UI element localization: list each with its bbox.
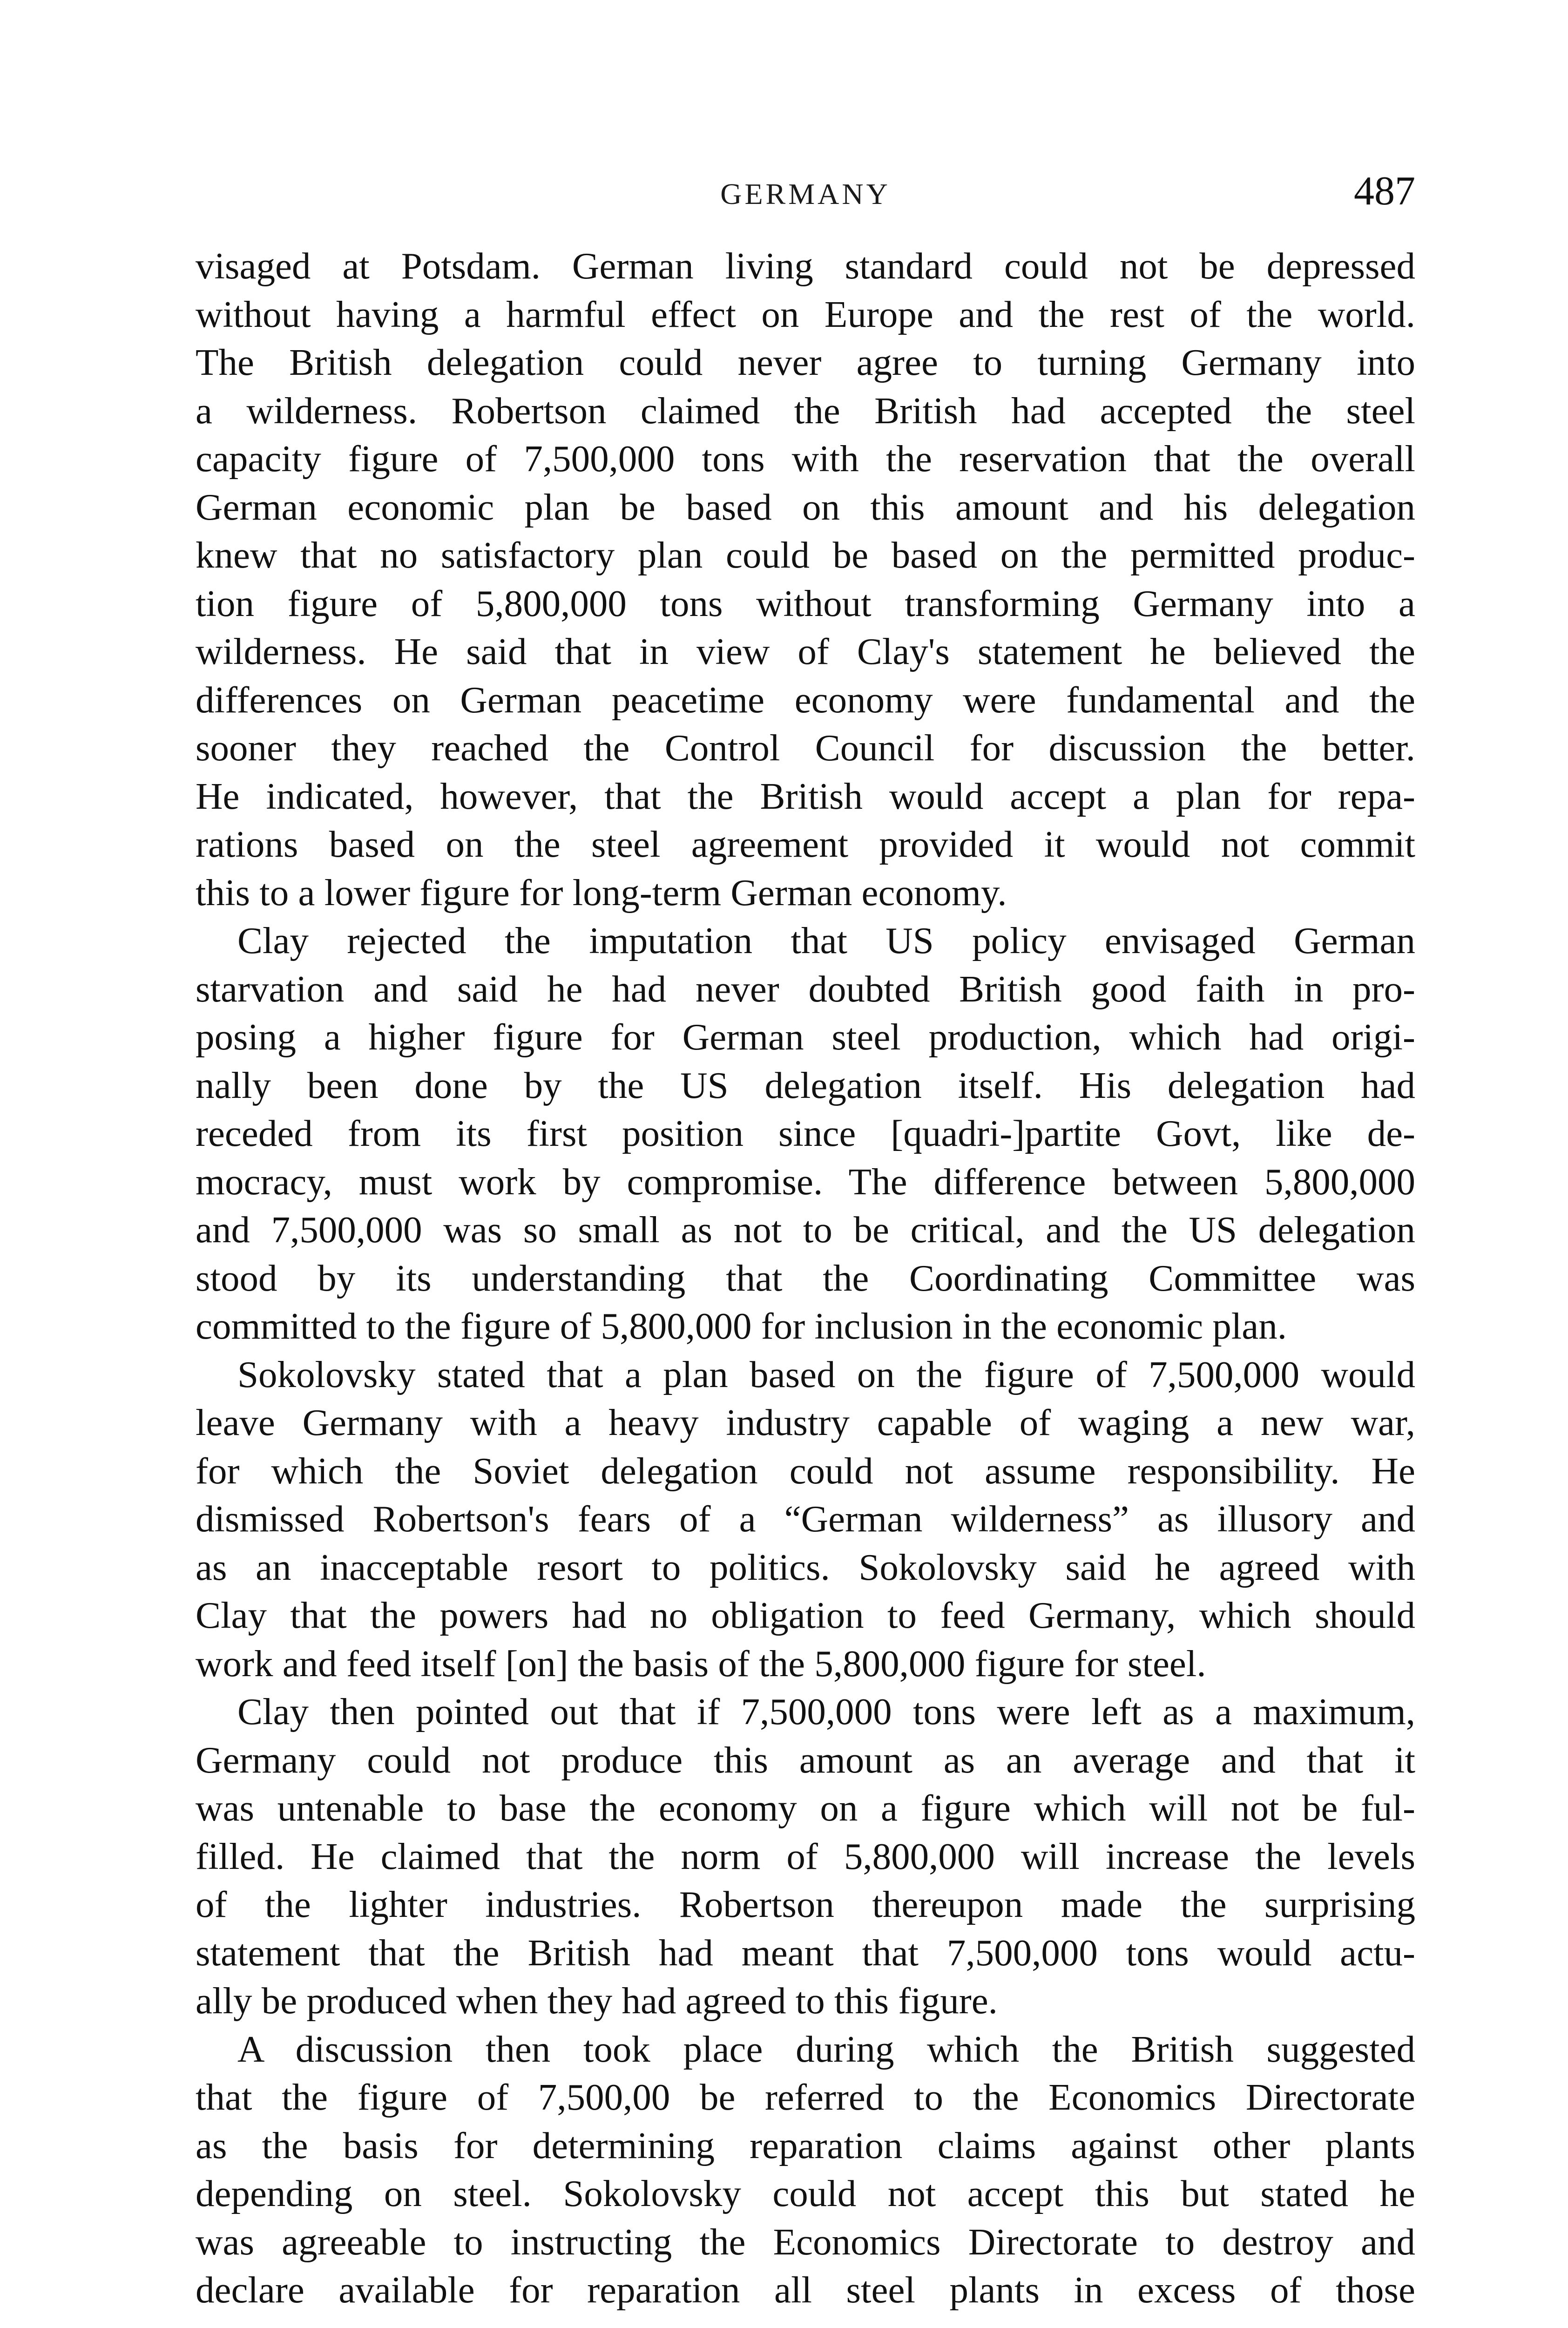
text-line: dismissed Robertson's fears of a “German wilderness” as illusory and [196, 1498, 1415, 1540]
text-line: rations based on the steel agreement provided it would not commit [196, 823, 1415, 865]
text-line: Germany could not produce this amount as an average and that it [196, 1739, 1415, 1781]
text-line: depending on steel. Sokolovsky could not accept this but stated he [196, 2172, 1415, 2214]
text-line: was agreeable to instructing the Economics Directorate to destroy and [196, 2220, 1415, 2263]
text-line: posing a higher figure for German steel production, which had origi- [196, 1016, 1415, 1058]
running-head-title: GERMANY [720, 177, 891, 210]
text-line: A discussion then took place during which the British suggested [237, 2028, 1415, 2070]
text-line: Clay that the powers had no obligation to feed Germany, which should [196, 1594, 1415, 1636]
text-line: for which the Soviet delegation could not assume responsibility. He [196, 1449, 1415, 1492]
text-line: leave Germany with a heavy industry capable of waging a new war, [196, 1401, 1415, 1443]
text-line: Clay then pointed out that if 7,500,000 tons were left as a maximum, [237, 1691, 1415, 1732]
text-line: wilderness. He said that in view of Clay's statement he believed the [196, 630, 1415, 672]
text-line: knew that no satisfactory plan could be based on the permitted produc- [196, 534, 1415, 576]
text-line: German economic plan be based on this amount and his delegation [196, 486, 1415, 528]
running-head [196, 168, 1415, 219]
text-line: differences on German peacetime economy were fundamental and the [196, 678, 1415, 721]
text-line: visaged at Potsdam. German living standard could not be depressed [196, 245, 1415, 287]
text-line: nally been done by the US delegation itself. His delegation had [196, 1064, 1415, 1106]
text-line: ally be produced when they had agreed to this figure. [196, 1980, 998, 2022]
text-line: as the basis for determining reparation claims against other plants [196, 2124, 1415, 2166]
text-line: statement that the British had meant that 7,500,000 tons would actu- [196, 1931, 1415, 1974]
text-line: filled. He claimed that the norm of 5,800,000 will increase the levels [196, 1835, 1415, 1877]
text-line: a wilderness. Robertson claimed the British had accepted the steel [196, 389, 1415, 432]
text-line: Clay rejected the imputation that US policy envisaged German [237, 920, 1415, 961]
text-line: declare available for reparation all steel plants in excess of those [196, 2269, 1415, 2311]
body-text [196, 242, 1415, 2314]
text-line: without having a harmful effect on Europe and the rest of the world. [196, 293, 1415, 335]
text-line: The British delegation could never agree to turning Germany into [196, 341, 1415, 383]
text-line: receded from its first position since [quadri-]partite Govt, like de- [196, 1112, 1415, 1154]
text-line: stood by its understanding that the Coordinating Committee was [196, 1257, 1415, 1299]
text-line: He indicated, however, that the British would accept a plan for repa- [196, 775, 1415, 817]
text-line: was untenable to base the economy on a figure which will not be ful- [196, 1787, 1415, 1829]
text-line: Sokolovsky stated that a plan based on the figure of 7,500,000 would [237, 1353, 1415, 1395]
text-line: of the lighter industries. Robertson thereupon made the surprising [196, 1883, 1415, 1925]
text-line: as an inacceptable resort to politics. Sokolovsky said he agreed with [196, 1546, 1415, 1588]
text-line: capacity figure of 7,500,000 tons with the reservation that the overall [196, 438, 1415, 480]
page-number: 487 [1354, 169, 1415, 214]
text-line: sooner they reached the Control Council for discussion the better. [196, 727, 1415, 769]
text-line: that the figure of 7,500,00 be referred to the Economics Directorate [196, 2076, 1415, 2118]
text-line: tion figure of 5,800,000 tons without transforming Germany into a [196, 582, 1415, 624]
text-line: this to a lower figure for long-term German economy. [196, 871, 1007, 914]
text-line: committed to the figure of 5,800,000 for inclusion in the economic plan. [196, 1305, 1287, 1347]
text-line: starvation and said he had never doubted British good faith in pro- [196, 968, 1415, 1010]
text-line: mocracy, must work by compromise. The difference between 5,800,000 [196, 1160, 1415, 1203]
text-line: and 7,500,000 was so small as not to be critical, and the US delegation [196, 1209, 1415, 1251]
text-line: work and feed itself [on] the basis of the 5,800,000 figure for steel. [196, 1642, 1206, 1685]
